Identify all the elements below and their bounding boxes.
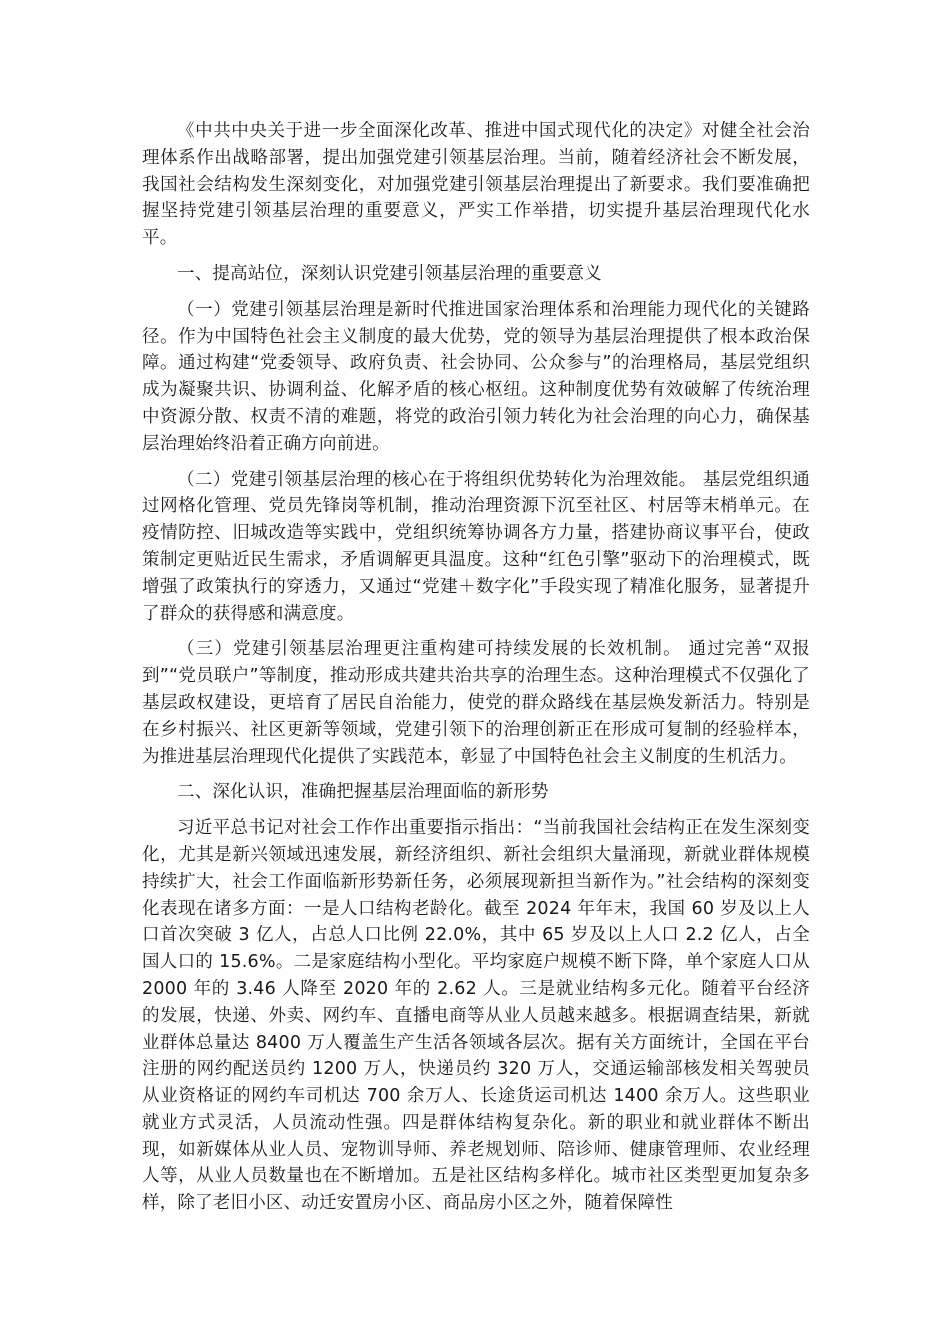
section-1-paragraph-2: （二）党建引领基层治理的核心在于将组织优势转化为治理效能。 基层党组织通过网格化管理、党员先锋岗等机制，推动治理资源下沉至社区、村居等末梢单元。在疫情防控、旧城改造等实践中，党组织统筹协调各方力量，搭建协商议事平台，使政策制定更贴近民生需求，矛盾调解更具温度。这种“红色引擎”驱动下的治理模式，既增强了政策执行的穿透力，又通过“党建＋数字化”手段实现了精准化服务，显著提升了群众的获得感和满意度。: [142, 469, 810, 624]
section-1-paragraph-3: （三）党建引领基层治理更注重构建可持续发展的长效机制。 通过完善“双报到”“党员联户”等制度，推动形成共建共治共享的治理生态。这种治理模式不仅强化了基层政权建设，更培育了居民自治能力，使党的群众路线在基层焕发新活力。特别是在乡村振兴、社区更新等领域，党建引领下的治理创新正在形成可复制的经验样本，为推进基层治理现代化提供了实践范本，彰显了中国特色社会主义制度的生机活力。: [142, 639, 810, 767]
intro-paragraph: 《中共中央关于进一步全面深化改革、推进中国式现代化的决定》对健全社会治理体系作出战略部署，提出加强党建引领基层治理。当前，随着经济社会不断发展，我国社会结构发生深刻变化，对加强党建引领基层治理提出了新要求。我们要准确把握坚持党建引领基层治理的重要意义，严实工作举措，切实提升基层治理现代化水平。: [142, 121, 810, 249]
section-2-paragraph-1: 习近平总书记对社会工作作出重要指示指出：“当前我国社会结构正在发生深刻变化，尤其是新兴领域迅速发展，新经济组织、新社会组织大量涌现，新就业群体规模持续扩大，社会工作面临新形势新任务，必须展现新担当新作为。”社会结构的深刻变化表现在诸多方面：一是人口结构老龄化。截至 2024 年年末，我国 60 岁及以上人口首次突破 3 亿人，占总人口比例 22.0%，其中 65 岁及以上人口 2.2 亿人，占全国人口的 15.6%。二是家庭结构小型化。平均家庭户规模不断下降，单个家庭人口从 2000 年的 3.46 人降至 2020 年的 2.62 人。三是就业结构多元化。随着平台经济的发展，快递、外卖、网约车、直播电商等从业人员越来越多。根据调查结果，新就业群体总量达 8400 万人覆盖生产生活各领域各层次。据有关方面统计，全国在平台注册的网约配送员约 1200 万人，快递员约 320 万人，交通运输部核发相关驾驶员从业资格证的网约车司机达 700 余万人、长途货运司机达 1400 余万人。这些职业就业方式灵活，人员流动性强。四是群体结构复杂化。新的职业和就业群体不断出现，如新媒体从业人员、宠物训导师、养老规划师、陪诊师、健康管理师、农业经理人等，从业人员数量也在不断增加。五是社区结构多样化。城市社区类型更加复杂多样，除了老旧小区、动迁安置房小区、商品房小区之外，随着保障性: [142, 818, 810, 1214]
document-body: [142, 118, 810, 1226]
section-1-heading: 一、提高站位，深刻认识党建引领基层治理的重要意义: [177, 263, 602, 284]
section-2-heading: 二、深化认识，准确把握基层治理面临的新形势: [177, 782, 549, 803]
section-1-paragraph-1: （一）党建引领基层治理是新时代推进国家治理体系和治理能力现代化的关键路径。作为中国特色社会主义制度的最大优势，党的领导为基层治理提供了根本政治保障。通过构建“党委领导、政府负责、社会协同、公众参与”的治理格局，基层党组织成为凝聚共识、协调利益、化解矛盾的核心枢纽。这种制度优势有效破解了传统治理中资源分散、权责不清的难题，将党的政治引领力转化为社会治理的向心力，确保基层治理始终沿着正确方向前进。: [142, 299, 810, 454]
